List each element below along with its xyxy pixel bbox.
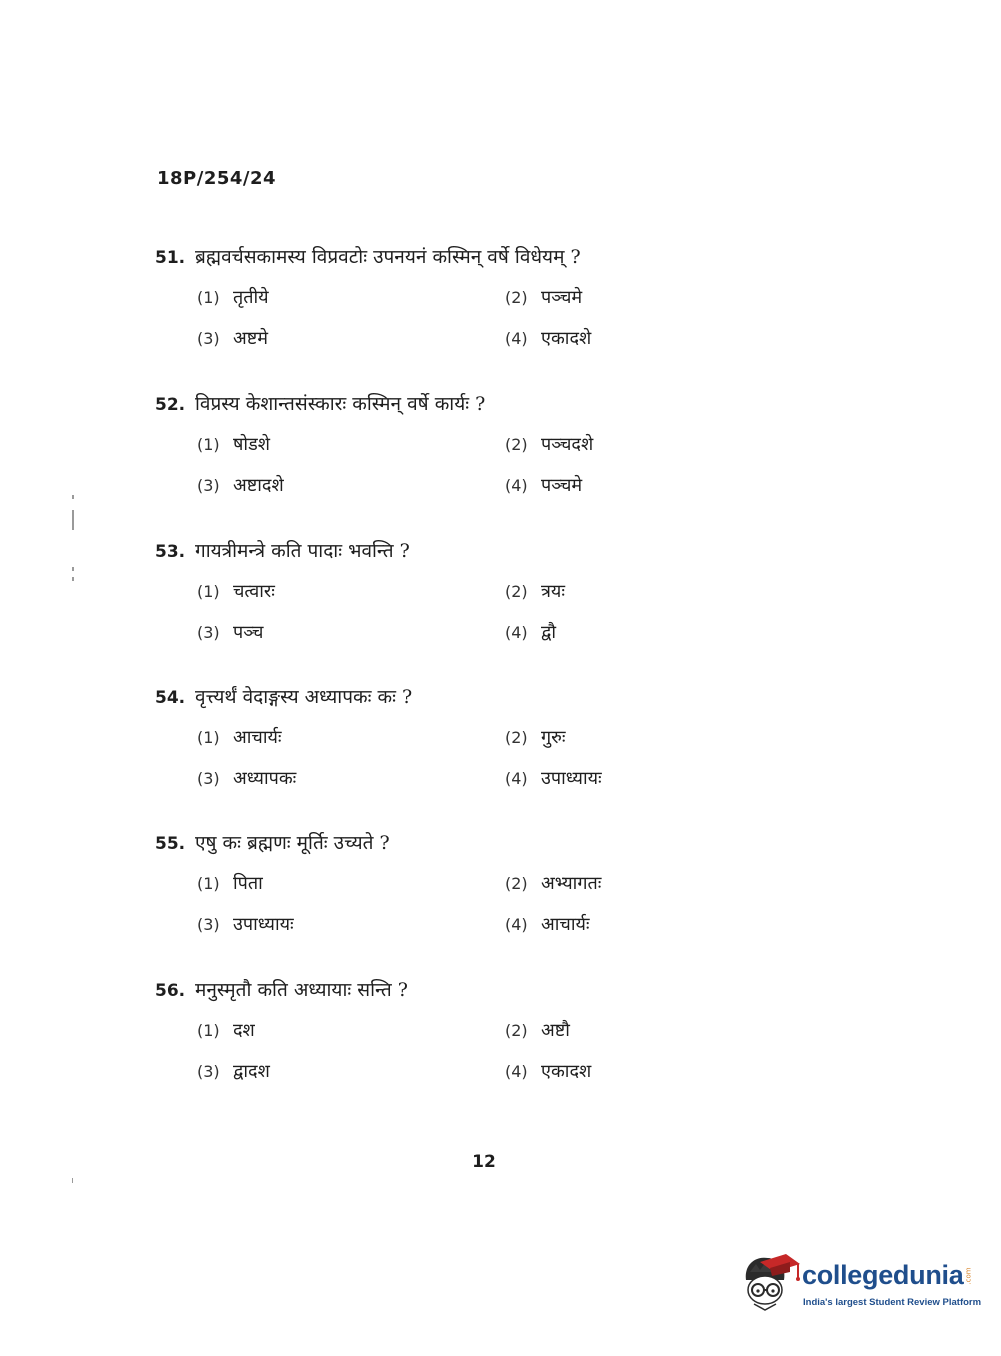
option-1 — [197, 725, 505, 751]
question-55 — [155, 830, 715, 938]
options-list — [197, 1018, 717, 1085]
option-3 — [197, 620, 505, 646]
option-4 — [505, 766, 717, 792]
margin-mark — [72, 495, 74, 499]
option-text: एकादश — [541, 1061, 592, 1082]
option-4 — [505, 326, 717, 352]
option-number: (1) — [197, 288, 220, 307]
question-text: विप्रस्य केशान्तसंस्कारः कस्मिन् वर्षे कार्यः ? — [195, 393, 486, 415]
option-text: पञ्च — [233, 622, 264, 643]
option-text: तृतीये — [233, 287, 269, 308]
question-51 — [155, 244, 715, 352]
option-1 — [197, 285, 505, 311]
option-1 — [197, 871, 505, 897]
option-text: उपाध्यायः — [233, 914, 294, 935]
option-text: त्रयः — [541, 581, 566, 602]
option-number: (3) — [197, 623, 220, 642]
option-text: अष्टौ — [541, 1020, 570, 1041]
option-text: आचार्यः — [233, 727, 282, 748]
question-53 — [155, 538, 715, 646]
question-number: 56. — [155, 981, 186, 1001]
question-number: 51. — [155, 248, 186, 268]
option-text: द्वौ — [541, 622, 557, 643]
option-number: (1) — [197, 728, 220, 747]
option-number: (1) — [197, 1021, 220, 1040]
option-4 — [505, 473, 717, 499]
option-3 — [197, 473, 505, 499]
option-text: पञ्चमे — [541, 287, 583, 308]
graduate-mascot-icon — [740, 1250, 802, 1312]
margin-mark — [72, 567, 74, 571]
options-list — [197, 579, 717, 646]
question-text: एषु कः ब्रह्मणः मूर्तिः उच्यते ? — [195, 832, 390, 854]
option-text: अष्टमे — [233, 328, 269, 349]
option-number: (4) — [505, 623, 528, 642]
question-text: ब्रह्मवर्चसकामस्य विप्रवटोः उपनयनं कस्मिन् वर्षे विधेयम् ? — [195, 246, 581, 268]
option-number: (2) — [505, 582, 528, 601]
question-number: 54. — [155, 688, 186, 708]
question-text: गायत्रीमन्त्रे कति पादाः भवन्ति ? — [195, 540, 410, 562]
option-number: (2) — [505, 435, 528, 454]
option-1 — [197, 1018, 505, 1044]
brand-watermark — [740, 1250, 980, 1320]
option-1 — [197, 579, 505, 605]
option-number: (2) — [505, 288, 528, 307]
page-number: 12 — [472, 1152, 496, 1172]
option-1 — [197, 432, 505, 458]
option-text: अध्यापकः — [233, 768, 297, 789]
option-text: अभ्यागतः — [541, 873, 602, 894]
options-list — [197, 725, 717, 792]
question-text: वृत्त्यर्थं वेदाङ्गस्य अध्यापकः कः ? — [195, 686, 413, 708]
option-number: (3) — [197, 769, 220, 788]
option-2 — [505, 725, 717, 751]
option-2 — [505, 871, 717, 897]
option-number: (4) — [505, 769, 528, 788]
paper-code: 18P/254/24 — [157, 168, 277, 189]
option-number: (3) — [197, 1062, 220, 1081]
option-4 — [505, 1059, 717, 1085]
option-text: उपाध्यायः — [541, 768, 602, 789]
question-number: 53. — [155, 542, 186, 562]
question-56 — [155, 977, 715, 1085]
option-text: द्वादश — [233, 1061, 270, 1082]
margin-mark — [72, 577, 74, 581]
option-number: (1) — [197, 435, 220, 454]
option-4 — [505, 912, 717, 938]
option-number: (3) — [197, 476, 220, 495]
option-text: एकादशे — [541, 328, 592, 349]
options-list — [197, 871, 717, 938]
option-number: (3) — [197, 915, 220, 934]
option-text: दश — [233, 1020, 255, 1041]
question-text: मनुस्मृतौ कति अध्यायाः सन्ति ? — [195, 979, 408, 1001]
margin-mark — [72, 1178, 73, 1183]
option-text: चत्वारः — [233, 581, 275, 602]
options-list — [197, 432, 717, 499]
brand-name: collegedunia — [802, 1260, 964, 1290]
option-4 — [505, 620, 717, 646]
option-text: पिता — [233, 873, 263, 894]
question-number: 52. — [155, 395, 186, 415]
option-2 — [505, 285, 717, 311]
option-2 — [505, 432, 717, 458]
option-number: (2) — [505, 1021, 528, 1040]
option-number: (4) — [505, 915, 528, 934]
options-list — [197, 285, 717, 352]
option-text: अष्टादशे — [233, 475, 284, 496]
option-number: (4) — [505, 1062, 528, 1081]
question-52 — [155, 391, 715, 499]
option-2 — [505, 579, 717, 605]
question-54 — [155, 684, 715, 792]
option-text: पञ्चदशे — [541, 434, 594, 455]
option-number: (3) — [197, 329, 220, 348]
option-text: आचार्यः — [541, 914, 590, 935]
option-2 — [505, 1018, 717, 1044]
option-3 — [197, 912, 505, 938]
option-number: (4) — [505, 476, 528, 495]
question-number: 55. — [155, 834, 186, 854]
option-number: (1) — [197, 582, 220, 601]
option-number: (2) — [505, 728, 528, 747]
option-text: षोडशे — [233, 434, 270, 455]
option-text: गुरुः — [541, 727, 566, 748]
brand-tagline: India's largest Student Review Platform — [803, 1297, 982, 1308]
option-number: (2) — [505, 874, 528, 893]
brand-dotcom: .com — [964, 1267, 973, 1285]
option-3 — [197, 1059, 505, 1085]
margin-mark — [72, 510, 74, 530]
option-number: (1) — [197, 874, 220, 893]
option-text: पञ्चमे — [541, 475, 583, 496]
option-3 — [197, 326, 505, 352]
option-number: (4) — [505, 329, 528, 348]
option-3 — [197, 766, 505, 792]
